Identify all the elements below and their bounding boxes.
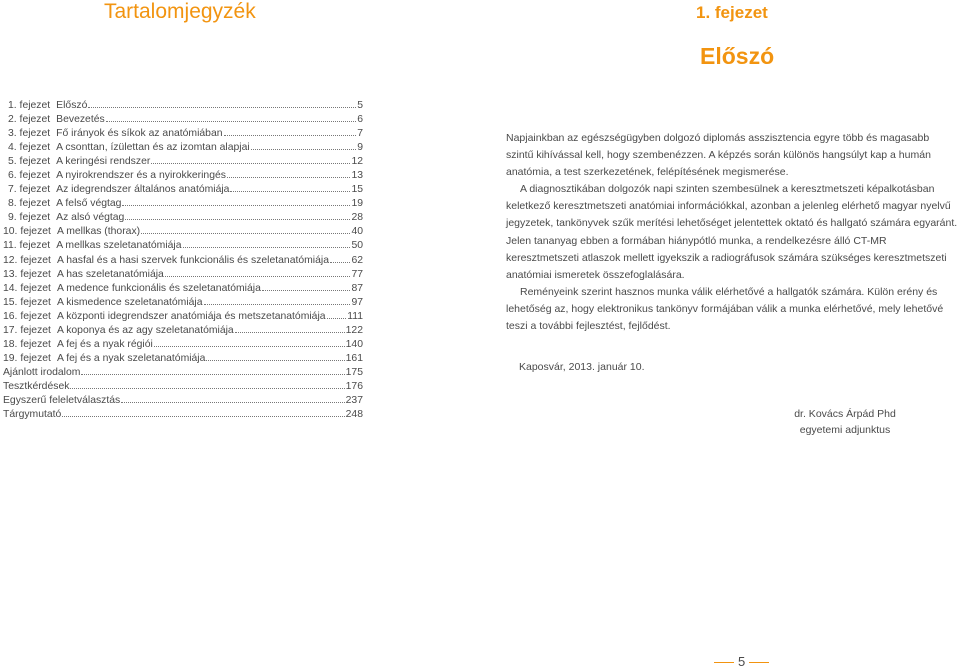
toc-entry-title: A hasfal és a hasi szervek funkcionális és szeletanatómiája xyxy=(56,254,329,266)
toc-dot-leader xyxy=(262,281,351,291)
toc-dot-leader xyxy=(62,407,344,417)
toc-entry[interactable] xyxy=(3,98,363,112)
chapter-title: Előszó xyxy=(700,43,775,69)
toc-dot-leader xyxy=(141,224,350,234)
toc-dot-leader xyxy=(235,323,345,333)
toc-entry[interactable] xyxy=(3,267,363,281)
toc-dot-leader xyxy=(106,112,357,122)
toc-dot-leader xyxy=(224,126,357,136)
toc-page-number: 15 xyxy=(351,184,363,196)
toc-dot-leader xyxy=(206,351,344,361)
footer-rule xyxy=(714,662,734,663)
toc-page-number: 7 xyxy=(357,128,363,140)
toc-page-number: 6 xyxy=(357,114,363,126)
toc-dot-leader xyxy=(327,309,347,319)
toc-page-number: 97 xyxy=(351,296,363,308)
toc-dot-leader xyxy=(151,154,350,164)
toc-entry[interactable] xyxy=(3,281,363,295)
toc-page-number: 248 xyxy=(345,409,363,421)
toc-page-number: 62 xyxy=(351,254,363,266)
toc-entry-title: A mellkas szeletanatómiája xyxy=(56,240,182,252)
toc-dot-leader xyxy=(251,140,357,150)
toc-page-number: 140 xyxy=(345,338,363,350)
right-page xyxy=(480,0,959,670)
toc-entry-title: Az idegrendszer általános anatómiája xyxy=(56,184,230,196)
toc-entry-title: A koponya és az agy szeletanatómiája xyxy=(56,324,234,336)
toc-dot-leader xyxy=(70,379,344,389)
toc-page-number: 40 xyxy=(351,226,363,238)
toc-chapter-number: 5. fejezet xyxy=(8,156,51,168)
toc-page-number: 12 xyxy=(351,156,363,168)
page-number: 5 xyxy=(738,654,746,669)
preface-paragraph: Napjainkban az egészségügyben dolgozó diplomás asszisztencia egyre több és magasabb szintű kihívással kell, hogy szembenézzen. A képzés során különös hangsúlyt kap a humán anatómia, a test szerkezetének, felépítésének megismerése. xyxy=(506,132,931,179)
toc-entry-title: A fej és a nyak szeletanatómiája xyxy=(56,352,206,364)
toc-entry[interactable] xyxy=(3,393,363,407)
preface-paragraph: Reményeink szerint hasznos munka válik elérhetővé a hallgatók számára. Külön erény és lehetőség az, hogy elektronikus tankönyv formájában válik a munka elérhetővé, mely lehetővé teszi a további fejlesztést, fejlődést. xyxy=(506,285,944,333)
toc-entry[interactable] xyxy=(3,379,363,393)
toc-page-number: 28 xyxy=(351,212,363,224)
toc-dot-leader xyxy=(81,365,344,375)
toc-entry[interactable] xyxy=(3,140,363,154)
toc-entry[interactable] xyxy=(3,210,363,224)
toc-entry[interactable] xyxy=(3,154,363,168)
toc-dot-leader xyxy=(204,295,351,305)
toc-page-number: 50 xyxy=(351,240,363,252)
toc-entry-title: A csonttan, ízülettan és az izomtan alapjai xyxy=(56,142,250,154)
toc-chapter-number: 1. fejezet xyxy=(8,100,51,111)
toc-chapter-number: 12. fejezet xyxy=(3,254,51,266)
toc-page-number: 176 xyxy=(345,380,363,392)
toc-entry[interactable] xyxy=(3,112,363,126)
toc-entry[interactable] xyxy=(3,168,363,182)
toc-entry-title: A keringési rendszer xyxy=(56,156,151,168)
toc-chapter-number: 4. fejezet xyxy=(8,142,51,154)
signature xyxy=(780,406,910,438)
toc-entry-title: A fej és a nyak régiói xyxy=(56,338,153,350)
toc-page-number: 237 xyxy=(345,394,363,406)
toc-entry-title: Az alsó végtag xyxy=(56,212,125,224)
toc-entry-title: A has szeletanatómiája xyxy=(56,268,164,280)
toc-entry[interactable] xyxy=(3,126,363,140)
toc-chapter-number: 17. fejezet xyxy=(3,324,51,336)
footer-rule xyxy=(749,662,769,663)
toc-entry[interactable] xyxy=(3,351,363,365)
toc-chapter-number: 8. fejezet xyxy=(8,198,51,210)
toc-chapter-number: 9. fejezet xyxy=(8,212,51,224)
preface-paragraph: A diagnosztikában dolgozók napi szinten szembesülnek a keresztmetszeti képalkotásban keletkező keresztmetszeti anatómiai információkkal, azonban a jelenleg elérhető magyar nyelvű jegyzetek, tankönyvek szűk merítési lehetőséget jelentettek oktató és hallgató számára egyaránt. Jelen tananyag ebben a formában hiánypótló munka, a rendelkezésre álló CT-MR keresztmetszeti atlaszok mellett igyekszik a radiográfusok számára szükséges keresztmetszeti anatómiai ismeretek összefoglalására. xyxy=(506,183,958,281)
toc-chapter-number: 2. fejezet xyxy=(8,114,51,126)
toc-chapter-number: 3. fejezet xyxy=(8,128,51,140)
toc-dot-leader xyxy=(230,182,350,192)
toc-entry[interactable] xyxy=(3,253,363,267)
toc-entry-title: Előszó xyxy=(56,100,88,111)
toc-heading: Tartalomjegyzék xyxy=(104,0,256,23)
toc-entry-title: A központi idegrendszer anatómiája és metszetanatómiája xyxy=(56,310,326,322)
toc-page-number: 19 xyxy=(351,198,363,210)
toc-page-number: 175 xyxy=(345,366,363,378)
toc-entry-title: A felső végtag xyxy=(56,198,122,210)
toc-chapter-number: 6. fejezet xyxy=(8,170,51,182)
toc-page-number: 87 xyxy=(351,282,363,294)
toc-chapter-number: 15. fejezet xyxy=(3,296,51,308)
toc-entry[interactable] xyxy=(3,309,363,323)
place-date: Kaposvár, 2013. január 10. xyxy=(519,361,645,373)
toc-dot-leader xyxy=(227,168,350,178)
page-footer xyxy=(710,655,773,669)
toc-dot-leader xyxy=(122,196,350,206)
toc-entry-title: A medence funkcionális és szeletanatómiája xyxy=(56,282,261,294)
toc-entry-title: A nyirokrendszer és a nyirokkeringés xyxy=(56,170,226,182)
toc-entry-title: A kismedence szeletanatómiája xyxy=(56,296,203,308)
toc-entry-title: Tesztkérdések xyxy=(3,380,70,392)
toc-dot-leader xyxy=(154,337,345,347)
toc-page-number: 13 xyxy=(351,170,363,182)
toc-page-number: 122 xyxy=(345,324,363,336)
toc-page-number: 77 xyxy=(351,268,363,280)
toc-entry[interactable] xyxy=(3,196,363,210)
toc-dot-leader xyxy=(121,393,344,403)
toc-dot-leader xyxy=(125,210,350,220)
signature-title: egyetemi adjunktus xyxy=(799,424,891,436)
toc-chapter-number: 10. fejezet xyxy=(3,226,51,238)
toc-entry-title: Fő irányok és síkok az anatómiában xyxy=(56,128,223,140)
toc-entry[interactable] xyxy=(3,182,363,196)
toc-dot-leader xyxy=(183,238,351,248)
toc-entry[interactable] xyxy=(3,365,363,379)
toc-chapter-number: 19. fejezet xyxy=(3,352,51,364)
toc-entry-title: Tárgymutató xyxy=(3,409,62,421)
chapter-label: 1. fejezet xyxy=(696,3,768,22)
toc-entry[interactable] xyxy=(3,407,363,421)
signature-name: dr. Kovács Árpád Phd xyxy=(794,408,896,420)
toc-chapter-number: 13. fejezet xyxy=(3,268,51,280)
toc-page-number: 111 xyxy=(347,310,363,322)
toc-page-number: 5 xyxy=(357,100,363,111)
toc-entry-title: Ajánlott irodalom xyxy=(3,366,81,378)
toc-entry[interactable] xyxy=(3,238,363,252)
toc-entry[interactable] xyxy=(3,323,363,337)
toc-chapter-number: 14. fejezet xyxy=(3,282,51,294)
table-of-contents xyxy=(3,98,363,421)
toc-page-number: 161 xyxy=(345,352,363,364)
toc-entry[interactable] xyxy=(3,337,363,351)
toc-dot-leader xyxy=(165,267,351,277)
toc-page-number: 9 xyxy=(357,142,363,154)
toc-entry-title: A mellkas (thorax) xyxy=(56,226,141,238)
toc-chapter-number: 11. fejezet xyxy=(3,240,51,252)
toc-entry[interactable] xyxy=(3,224,363,238)
toc-entry-title: Bevezetés xyxy=(56,114,105,126)
toc-entry[interactable] xyxy=(3,295,363,309)
toc-entry-title: Egyszerű feleletválasztás xyxy=(3,394,121,406)
toc-chapter-number: 18. fejezet xyxy=(3,338,51,350)
toc-dot-leader xyxy=(330,253,350,263)
toc-dot-leader xyxy=(88,98,356,108)
preface-text xyxy=(506,130,958,335)
toc-chapter-number: 16. fejezet xyxy=(3,310,51,322)
toc-chapter-number: 7. fejezet xyxy=(8,184,51,196)
